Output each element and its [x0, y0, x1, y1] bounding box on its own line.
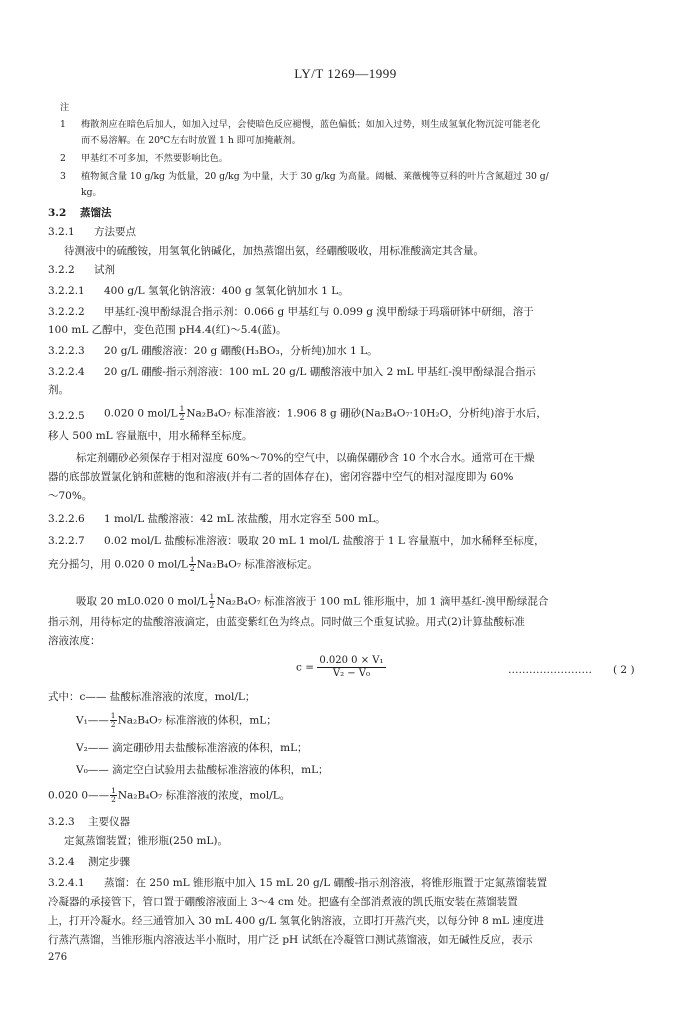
- standard-number-header: LY/T 1269—1999: [294, 66, 397, 81]
- note-1-line-2: 而不易溶解。在 20℃左右时放置 1 h 即可加掩蔽剂。: [81, 135, 301, 146]
- section-3-2-2-number: 3.2.2: [48, 264, 75, 276]
- section-3-2-number: 3.2: [48, 207, 67, 219]
- step-1-line-2: 冷凝器的承接管下，管口置于硼酸溶液面上 3～4 cm 处。把盛有全部消煮液的凯氏瓶安装在蒸馏装置: [48, 896, 518, 908]
- definition-concentration: [48, 787, 290, 804]
- formula-numerator: 0.020 0 × V₁: [319, 655, 384, 666]
- reagent-7-line-2-suffix: Na₂B₄O₇ 标准溶液标定。: [196, 558, 318, 571]
- reagent-5-line-1: [104, 405, 547, 422]
- calibration-suffix: Na₂B₄O₇ 标准溶液于 100 mL 锥形瓶中，加 1 滴甲基红-溴甲酚绿混合: [216, 595, 549, 608]
- page-number: 276: [48, 952, 68, 963]
- reagent-5-concentration: 0.020 0 mol/L: [104, 407, 178, 420]
- reagent-3-text: 20 g/L 硼酸溶液：20 g 硼酸(H₃BO₃，分析纯)加水 1 L。: [104, 345, 378, 357]
- reagent-5-note-line-2: 器的底部放置氯化钠和蔗糖的饱和溶液(并有二者的固体存在)，密闭容器中空气的相对湿度即为 60%: [48, 471, 514, 483]
- reagent-5-line-2: 移人 500 mL 容量瓶中，用水稀释至标度。: [48, 430, 253, 442]
- calibration-line-3: 溶液浓度：: [48, 635, 101, 647]
- section-3-2-3-number: 3.2.3: [48, 816, 75, 828]
- section-3-2-3-title: 主要仪器: [88, 816, 130, 828]
- section-3-2-1-title: 方法要点: [94, 226, 136, 238]
- reagent-5-description: Na₂B₄O₇ 标准溶液：1.906 8 g 硼砂(Na₂B₄O₇·10H₂O，分析纯)溶于水后，: [186, 407, 547, 420]
- reagent-7-number: 3.2.2.7: [48, 535, 85, 547]
- reagent-7-line-2-prefix: 充分摇匀，用 0.020 0 mol/L: [48, 558, 188, 571]
- note-2-number: 2: [60, 153, 66, 164]
- reagent-2-line-1: 甲基红-溴甲酚绿混合指示剂：0.066 g 甲基红与 0.099 g 溴甲酚绿于玛瑙研钵中研细，溶于: [104, 306, 534, 318]
- formula-fraction: [317, 655, 385, 680]
- formula-tag: ( 2 ): [613, 664, 635, 676]
- note-1-line-1: 梅散剂应在暗色后加人，如加入过早，会使暗色反应褪慢，蓝色偏低；如加入过势，则生成氢氧化物沉淀可能老化: [81, 119, 541, 130]
- note-2-text: 甲基红不可多加，不然要影响比色。: [81, 153, 228, 164]
- definition-v1: [76, 712, 277, 729]
- reagent-6-text: 1 mol/L 盐酸溶液：42 mL 浓盐酸，用水定容至 500 mL。: [104, 513, 386, 525]
- half-fraction: $\frac{1}{2}$: [110, 711, 116, 729]
- definition-v1-text: Na₂B₄O₇ 标准溶液的体积，mL；: [117, 714, 277, 727]
- reagent-2-line-2: 100 mL 乙醇中，变色范围 pH4.4(红)～5.4(蓝)。: [48, 324, 287, 336]
- section-3-2-title: 蒸馏法: [80, 207, 112, 219]
- reagent-5-note-line-3: ～70%。: [48, 490, 93, 502]
- reagent-1-number: 3.2.2.1: [48, 285, 85, 297]
- calibration-line-1: [76, 593, 548, 610]
- reagent-4-number: 3.2.2.4: [48, 366, 85, 378]
- half-fraction: $\frac{1}{2}$: [111, 786, 116, 804]
- reagent-3-number: 3.2.2.3: [48, 345, 85, 357]
- half-fraction: $\frac{1}{2}$: [209, 592, 215, 610]
- reagent-1-text: 400 g/L 氢氧化钠溶液：400 g 氢氧化钠加水 1 L。: [104, 285, 349, 297]
- reagent-5-note-line-1: 标定剂硼砂必须保存于相对湿度 60%～70%的空气中，以确保硼砂含 10 个水合水。通常可在干燥: [76, 452, 535, 464]
- reagent-4-line-1: 20 g/L 硼酸-指示剂溶液：100 mL 20 g/L 硼酸溶液中加入 2 mL 甲基红-溴甲酚绿混合指示: [104, 366, 536, 378]
- section-3-2-4-number: 3.2.4: [48, 856, 75, 868]
- step-1-line-1: 蒸馏：在 250 mL 锥形瓶中加入 15 mL 20 g/L 硼酸-指示剂溶液，将锥形瓶置于定氮蒸馏装置: [104, 877, 548, 889]
- reagent-6-number: 3.2.2.6: [48, 513, 85, 525]
- section-3-2-2-title: 试剂: [94, 264, 115, 276]
- section-3-2-4-title: 测定步骤: [88, 856, 130, 868]
- step-1-number: 3.2.4.1: [48, 877, 85, 889]
- step-1-line-3: 上，打开冷凝水。经三通管加入 30 mL 400 g/L 氢氧化钠溶液，立即打开蒸汽夹，以每分钟 8 mL 速度进: [48, 915, 544, 927]
- definition-v0: V₀—— 滴定空白试验用去盐酸标准溶液的体积，mL；: [76, 764, 329, 776]
- definition-v2: V₂—— 滴定硼砂用去盐酸标准溶液的体积，mL；: [76, 742, 308, 754]
- note-1-number: 1: [60, 119, 66, 130]
- section-3-2-3-body: 定氮蒸馏装置；锥形瓶(250 mL)。: [64, 835, 229, 847]
- section-3-2-1-body: 待测液中的硫酸铵，用氢氧化钠碱化，加热蒸馏出氨，经硼酸吸收，用标准酸滴定其含量。: [64, 245, 484, 257]
- definition-concentration-symbol: 0.020 0——: [48, 789, 110, 802]
- note-3-line-1: 植物氮含量 10 g/kg 为低量，20 g/kg 为中量，大于 30 g/kg 为高量。阔槭、莱薇槐等豆科的叶片含氮超过 30 g/: [81, 171, 549, 182]
- reagent-2-number: 3.2.2.2: [48, 306, 85, 318]
- note-3-line-2: kg。: [81, 187, 102, 198]
- calibration-prefix: 吸取 20 mL0.020 0 mol/L: [76, 595, 208, 608]
- half-fraction: $\frac{1}{2}$: [179, 404, 185, 422]
- reagent-7-line-1: 0.02 mol/L 盐酸标准溶液：吸取 20 mL 1 mol/L 盐酸溶于 1 L 容量瓶中，加水稀释至标度，: [104, 535, 545, 547]
- calibration-line-2: 指示剂，用待标定的盐酸溶液滴定，由蓝变紫红色为终点。同时做三个重复试验。用式(2)计算盐酸标准: [48, 616, 525, 628]
- formula-denominator: V₂ − V₀: [332, 668, 371, 679]
- formula-2: [296, 655, 386, 680]
- formula-lhs: c =: [296, 661, 315, 674]
- step-1-line-4: 行蒸汽蒸馏，当锥形瓶内溶液达半小瓶时，用广泛 pH 试纸在冷凝管口测试蒸馏液，如无碱性反应，表示: [48, 934, 533, 946]
- definition-concentration-text: Na₂B₄O₇ 标准溶液的浓度，mol/L。: [117, 789, 291, 802]
- notes-label: 注: [60, 102, 70, 113]
- definitions-intro: 式中：c—— 盐酸标准溶液的浓度，mol/L；: [48, 691, 256, 703]
- half-fraction: $\frac{1}{2}$: [189, 555, 195, 573]
- formula-dots: ……………………: [508, 664, 592, 676]
- note-3-number: 3: [60, 171, 66, 182]
- reagent-4-line-2: 剂。: [48, 384, 69, 396]
- reagent-7-line-2: [48, 556, 318, 573]
- section-3-2-1-number: 3.2.1: [48, 226, 75, 238]
- reagent-5-number: 3.2.2.5: [48, 410, 85, 422]
- definition-v1-symbol: V₁——: [76, 714, 109, 727]
